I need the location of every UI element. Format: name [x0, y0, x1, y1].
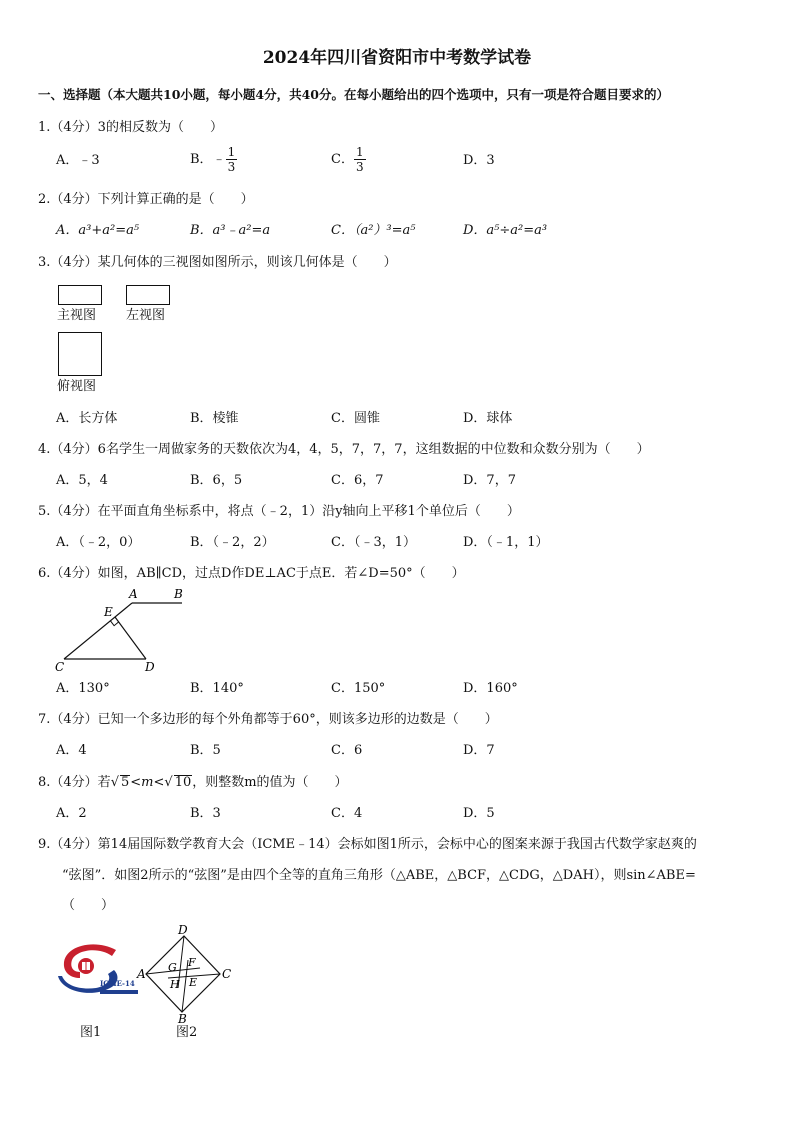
q3-option-c: C．圆锥 [331, 411, 380, 426]
q6-option-d: D．160° [463, 681, 518, 696]
question-4-stem: 4.（4分）6名学生一周做家务的天数依次为4，4，5，7，7，7，这组数据的中位数和众数分别为（ ） [38, 442, 650, 457]
label-b: B [178, 1012, 187, 1024]
q8-option-b: B．3 [190, 806, 221, 821]
label-g: G [168, 961, 177, 974]
top-view-label: 俯视图 [57, 379, 97, 394]
question-1-stem: 1.（4分）3的相反数为（ ） [38, 120, 223, 135]
q6-option-a: A．130° [56, 681, 110, 696]
q2-option-c: C．（a²）³=a⁵ [331, 223, 416, 238]
q6-geometry-figure [50, 585, 190, 675]
q1-option-b-fraction [226, 146, 238, 173]
q4-option-d: D．7，7 [463, 473, 516, 488]
q6-option-b: B．140° [190, 681, 244, 696]
label-a: A [137, 967, 146, 981]
left-view-label: 左视图 [126, 308, 166, 323]
fraction-numerator: 1 [227, 145, 236, 159]
q7-option-b: B．5 [190, 743, 221, 758]
front-view-label: 主视图 [57, 308, 97, 323]
q8-radicand-2: 10 [174, 775, 192, 790]
q3-option-b: B．棱锥 [190, 411, 239, 426]
q2-option-d: D．a⁵÷a²=a³ [463, 223, 548, 238]
label-e: E [104, 605, 113, 619]
q1-option-d: D．3 [463, 153, 495, 168]
q8-stem-suffix: ，则整数m的值为（ ） [192, 775, 348, 790]
right-angle-mark [110, 621, 118, 626]
question-5-stem: 5.（4分）在平面直角坐标系中，将点（﹣2，1）沿y轴向上平移1个单位后（ ） [38, 504, 520, 519]
q5-option-d: D．（﹣1，1） [463, 535, 549, 550]
question-6-stem: 6.（4分）如图，AB∥CD，过点D作DE⊥AC于点E．若∠D=50°（ ） [38, 566, 465, 581]
q4-option-c: C．6，7 [331, 473, 384, 488]
label-d: D [178, 924, 188, 937]
q8-stem-prefix: 8.（4分）若 [38, 775, 111, 790]
q4-option-b: B．6，5 [190, 473, 243, 488]
sqrt-symbol: √ [164, 775, 173, 790]
q8-option-c: C．4 [331, 806, 363, 821]
string-figure-diagram [136, 924, 236, 1024]
fraction-numerator: 1 [355, 145, 364, 159]
q6-option-c: C．150° [331, 681, 386, 696]
q1-option-c-prefix: C． [331, 152, 354, 167]
question-9-line-1: 9.（4分）第14届国际数学教育大会（ICME﹣14）会标如图1所示，会标中心的图案来源于我国古代数学家赵爽的 [38, 837, 697, 852]
sqrt-symbol: √ [110, 775, 119, 790]
q1-option-b-sign: ﹣ [212, 152, 226, 167]
q8-option-a: A．2 [56, 806, 87, 821]
fraction-denominator: 3 [355, 160, 364, 174]
label-c: C [55, 660, 65, 674]
q7-option-a: A．4 [56, 743, 87, 758]
q5-option-b: B．（﹣2，2） [190, 535, 275, 550]
q4-option-a: A．5，4 [56, 473, 108, 488]
label-b: B [174, 587, 183, 601]
q1-option-c [331, 146, 366, 173]
icme-14-logo [54, 942, 144, 1000]
label-e: E [189, 976, 198, 989]
logo-text: ICME-14 [100, 979, 135, 988]
q8-radicand-1: 5 [120, 775, 130, 790]
q2-option-a: A．a³+a²=a⁵ [56, 223, 140, 238]
q5-option-c: C．（﹣3，1） [331, 535, 416, 550]
question-3-stem: 3.（4分）某几何体的三视图如图所示，则该几何体是（ ） [38, 255, 397, 270]
q8-inequality: <m< [130, 775, 165, 790]
q5-option-a: A．（﹣2，0） [56, 535, 141, 550]
label-h: H [170, 978, 180, 991]
q1-option-a: A．﹣3 [56, 153, 100, 168]
q3-option-d: D．球体 [463, 411, 513, 426]
q7-option-d: D．7 [463, 743, 495, 758]
q3-option-a: A．长方体 [56, 411, 118, 426]
logo-subtitle-bar [100, 990, 138, 994]
q8-option-d: D．5 [463, 806, 495, 821]
front-view-rectangle [58, 285, 102, 305]
page-title: 2024年四川省资阳市中考数学试卷 [262, 48, 532, 68]
label-d: D [145, 660, 155, 674]
segment-ca [64, 603, 132, 659]
question-9-line-3: （ ） [62, 898, 115, 913]
label-c: C [222, 967, 232, 981]
q1-option-b [190, 146, 237, 173]
segment-de [115, 617, 146, 659]
q1-option-b-prefix: B． [190, 152, 213, 167]
q2-option-b: B．a³﹣a²=a [190, 223, 271, 238]
label-f: F [188, 956, 196, 969]
top-view-square [58, 332, 102, 376]
left-view-rectangle [126, 285, 170, 305]
question-7-stem: 7.（4分）已知一个多边形的每个外角都等于60°，则该多边形的边数是（ ） [38, 712, 498, 727]
section-heading: 一、选择题（本大题共10小题，每小题4分，共40分。在每小题给出的四个选项中，只有一项是符合题目要求的） [38, 87, 669, 102]
question-9-line-2: “弦图”．如图2所示的“弦图”是由四个全等的直角三角形（△ABE，△BCF，△CDG，△DAH），则sin∠ABE= [62, 868, 696, 883]
figure-1-caption: 图1 [80, 1025, 102, 1040]
label-a: A [129, 587, 138, 601]
figure-2-caption: 图2 [176, 1025, 198, 1040]
q7-option-c: C．6 [331, 743, 363, 758]
q1-option-c-fraction [354, 146, 366, 173]
fraction-denominator: 3 [227, 160, 236, 174]
question-2-stem: 2.（4分）下列计算正确的是（ ） [38, 192, 254, 207]
question-8-stem [38, 775, 348, 790]
